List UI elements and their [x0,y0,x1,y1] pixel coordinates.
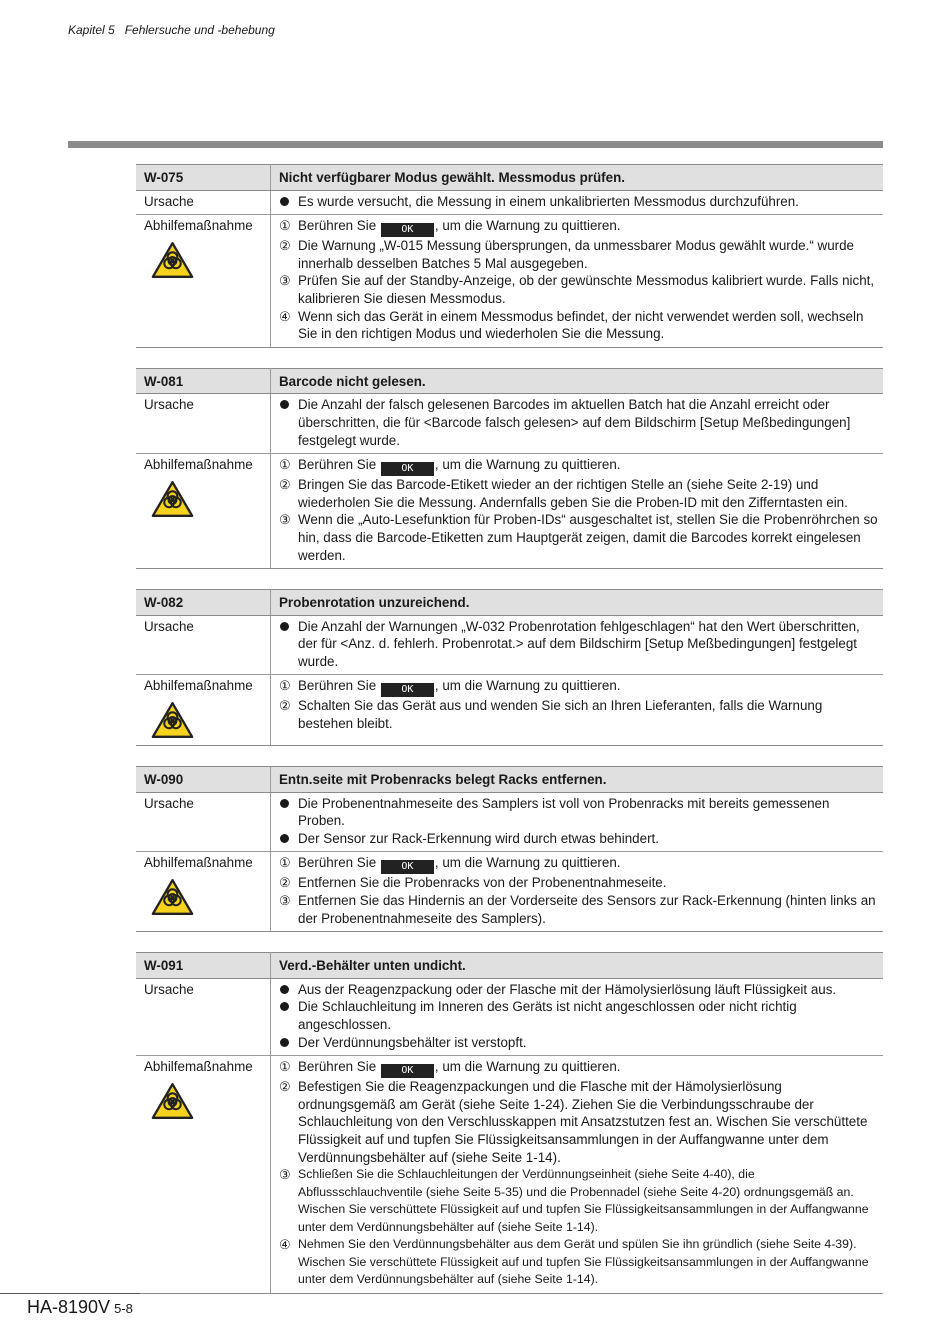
step-text: , um die Warnung zu quittieren. [434,678,621,694]
ok-button-icon: OK [381,1064,434,1078]
remedy-step [279,308,879,343]
step-number: ② [279,238,291,254]
step-text: Schließen Sie die Schlauchleitungen der Verdünnungseinheit (siehe Seite 4-40), die Abflussschlauchventile (siehe Seite 5-35) und die Probennadel (siehe Seite 4-20) ordnungsgemäß an. Wischen Sie verschüttete Flüssigkeit auf und tupfen Sie Flüssigkeitsansammlungen in der Auffangwanne unter dem Verdünnungsbehälter auf (siehe Seite 1-14). [298,1167,869,1234]
biohazard-warning-icon [151,878,194,916]
cause-label: Ursache [136,615,271,675]
remedy-row [136,1056,883,1293]
remedy-label: Abhilfemaßnahme [144,1059,253,1075]
remedy-step [279,511,879,564]
ok-button-icon: OK [381,223,434,237]
remedy-step [279,874,879,892]
remedy-step [279,1236,879,1289]
page-number: 5-8 [114,1301,133,1316]
warning-table-w-091 [136,952,883,1293]
bullet-icon [279,795,298,813]
cause-text: Die Schlauchleitung im Inneren des Geräts ist nicht angeschlossen oder nicht richtig angeschlossen. [298,999,797,1032]
step-number: ② [279,1079,291,1095]
cause-list [271,615,884,675]
cause-item [279,981,879,999]
step-text: Berühren Sie [298,855,377,871]
remedy-label-cell [136,454,271,569]
remedy-step [279,854,879,874]
step-text: , um die Warnung zu quittieren. [434,218,621,234]
step-number: ② [279,698,291,714]
step-number: ④ [279,1237,291,1253]
cause-label: Ursache [136,394,271,454]
remedy-label: Abhilfemaßnahme [144,678,253,694]
remedy-step [279,456,879,476]
step-number: ① [279,218,291,234]
cause-row [136,792,883,852]
remedy-step [279,892,879,927]
footer-rule [0,1293,140,1294]
warning-code: W-091 [136,953,271,979]
cause-item [279,618,879,671]
step-text: Befestigen Sie die Reagenzpackungen und die Flasche mit der Hämolysierlösung ordnungsgemäß am Gerät (siehe Seite 1-24). Ziehen Sie die Verbindungsschraube der Schlauchleitung von den Verschlusskappen mit Ansatzstutzen fest an. Wischen Sie verschüttete Flüssigkeit auf und tupfen Sie Flüssigkeitsansammlungen in der Auffangwanne unter dem Verdünnungsbehälter auf (siehe Seite 1-14). [298,1079,868,1165]
warning-header-row [136,165,883,191]
warning-code: W-081 [136,368,271,394]
step-text: , um die Warnung zu quittieren. [434,855,621,871]
step-number: ① [279,1059,291,1075]
step-text: Prüfen Sie auf der Standby-Anzeige, ob der gewünschte Messmodus kalibriert wurde. Falls nicht, kalibrieren Sie diesen Messmodus. [298,273,875,306]
biohazard-warning-icon [151,1082,194,1120]
step-text: Berühren Sie [298,678,377,694]
cause-row [136,190,883,215]
remedy-label-cell [136,675,271,746]
remedy-label: Abhilfemaßnahme [144,457,253,473]
step-text: , um die Warnung zu quittieren. [434,457,621,473]
cause-label: Ursache [136,978,271,1055]
chapter-title: Fehlersuche und -behebung [124,23,275,37]
warning-code: W-090 [136,767,271,793]
ok-button-icon: OK [381,683,434,697]
step-text: Entfernen Sie das Hindernis an der Vorderseite des Sensors zur Rack-Erkennung (hinten links an der Probenentnahmeseite des Samplers). [298,893,876,926]
cause-text: Aus der Reagenzpackung oder der Flasche mit der Hämolysierlösung läuft Flüssigkeit aus. [298,981,837,997]
step-text: Die Warnung „W-015 Messung übersprungen, da unmessbarer Modus gewählt wurde.“ wurde innerhalb desselben Batches 5 Mal ausgegeben. [298,238,854,271]
cause-text: Es wurde versucht, die Messung in einem unkalibrierten Messmodus durchzuführen. [298,193,799,209]
step-number: ③ [279,512,291,528]
section-divider-bar [68,141,883,148]
cause-item [279,795,879,830]
warning-tables [136,164,883,1314]
warning-title: Barcode nicht gelesen. [271,368,884,394]
step-text: Nehmen Sie den Verdünnungsbehälter aus dem Gerät und spülen Sie ihn gründlich (siehe Seite 4-39). Wischen Sie verschüttete Flüssigkeit auf und tupfen Sie Flüssigkeitsansammlungen in der Auffangwanne unter dem Verdünnungsbehälter auf (siehe Seite 1-14). [298,1237,869,1287]
cause-item [279,998,879,1033]
step-text: Wenn sich das Gerät in einem Messmodus befindet, der nicht verwendet werden soll, wechseln Sie in den richtigen Modus und wiederholen Sie die Messung. [298,308,864,342]
cause-item [279,1034,879,1052]
remedy-label: Abhilfemaßnahme [144,218,253,234]
remedy-step [279,1058,879,1078]
remedy-step [279,217,879,237]
remedy-step [279,1166,879,1236]
step-number: ③ [279,273,291,289]
warning-title: Verd.-Behälter unten undicht. [271,953,884,979]
step-number: ② [279,477,291,493]
step-text: Entfernen Sie die Probenracks von der Probenentnahmeseite. [298,875,667,891]
biohazard-warning-icon [151,480,194,518]
bullet-icon [279,998,298,1016]
remedy-label-cell [136,852,271,932]
cause-row [136,615,883,675]
remedy-step [279,697,879,732]
remedy-label-cell [136,1056,271,1293]
remedy-row [136,454,883,569]
step-text: Berühren Sie [298,1059,377,1075]
remedy-step [279,677,879,697]
page-header [68,23,275,37]
warning-table-w-081 [136,368,883,569]
remedy-row [136,852,883,932]
ok-button-icon: OK [381,860,434,874]
warning-table-w-090 [136,766,883,932]
warning-code: W-075 [136,165,271,191]
warning-header-row [136,590,883,616]
biohazard-warning-icon [151,241,194,279]
step-number: ③ [279,1167,291,1183]
remedy-list [271,1056,884,1293]
cause-item [279,396,879,449]
bullet-icon [279,396,298,414]
step-text: Schalten Sie das Gerät aus und wenden Sie sich an Ihren Lieferanten, falls die Warnung bestehen bleibt. [298,698,823,732]
model-name: HA-8190V [27,1297,111,1317]
remedy-step [279,476,879,511]
cause-list [271,190,884,215]
cause-text: Der Sensor zur Rack-Erkennung wird durch etwas behindert. [298,830,659,846]
step-number: ① [279,678,291,694]
warning-table-w-082 [136,589,883,746]
warning-header-row [136,767,883,793]
cause-list [271,792,884,852]
page-footer [27,1297,133,1318]
warning-code: W-082 [136,590,271,616]
warning-table-w-075 [136,164,883,348]
cause-list [271,978,884,1055]
bullet-icon [279,618,298,636]
step-number: ③ [279,893,291,909]
warning-title: Nicht verfügbarer Modus gewählt. Messmodus prüfen. [271,165,884,191]
step-text: Berühren Sie [298,457,377,473]
remedy-list [271,454,884,569]
step-text: Berühren Sie [298,218,377,234]
bullet-icon [279,193,298,211]
remedy-list [271,852,884,932]
cause-text: Die Anzahl der Warnungen „W-032 Probenrotation fehlgeschlagen“ hat den Wert überschritten, der für <Anz. d. fehlerh. Probenrotat.> auf dem Bildschirm [Setup Meßbedingungen] festgelegt wurde. [298,618,860,669]
step-text: , um die Warnung zu quittieren. [434,1059,621,1075]
remedy-list [271,215,884,348]
remedy-label-cell [136,215,271,348]
ok-button-icon: OK [381,462,434,476]
warning-title: Probenrotation unzureichend. [271,590,884,616]
bullet-icon [279,981,298,999]
cause-list [271,394,884,454]
cause-text: Der Verdünnungsbehälter ist verstopft. [298,1034,527,1050]
cause-row [136,978,883,1055]
cause-text: Die Probenentnahmeseite des Samplers ist voll von Probenracks mit bereits gemessenen Proben. [298,795,830,829]
remedy-row [136,215,883,348]
cause-text: Die Anzahl der falsch gelesenen Barcodes im aktuellen Batch hat die Anzahl erreicht oder überschritten, die für <Barcode falsch gelesen> auf dem Bildschirm [Setup Meßbedingungen] festgelegt wurde. [298,397,851,448]
chapter-label: Kapitel 5 [68,23,115,37]
cause-row [136,394,883,454]
step-number: ② [279,875,291,891]
remedy-label: Abhilfemaßnahme [144,855,253,871]
remedy-step [279,1078,879,1166]
step-text: Wenn die „Auto-Lesefunktion für Proben-IDs“ ausgeschaltet ist, stellen Sie die Probenröhrchen so hin, dass die Barcode-Etiketten zum Hauptgerät zeigen, damit die Barcodes korrekt eingelesen werden. [298,512,878,563]
cause-label: Ursache [136,190,271,215]
remedy-list [271,675,884,746]
bullet-icon [279,830,298,848]
remedy-step [279,237,879,272]
remedy-step [279,272,879,307]
step-number: ① [279,457,291,473]
warning-header-row [136,953,883,979]
bullet-icon [279,1034,298,1052]
warning-header-row [136,368,883,394]
warning-title: Entn.seite mit Probenracks belegt Racks entfernen. [271,767,884,793]
step-number: ④ [279,308,291,324]
remedy-row [136,675,883,746]
cause-label: Ursache [136,792,271,852]
step-text: Bringen Sie das Barcode-Etikett wieder an der richtigen Stelle an (siehe Seite 2-19) und wiederholen Sie die Messung. Andernfalls geben Sie die Proben-ID mit den Zifferntasten ein. [298,477,848,510]
step-number: ① [279,855,291,871]
cause-item [279,193,879,211]
biohazard-warning-icon [151,701,194,739]
cause-item [279,830,879,848]
